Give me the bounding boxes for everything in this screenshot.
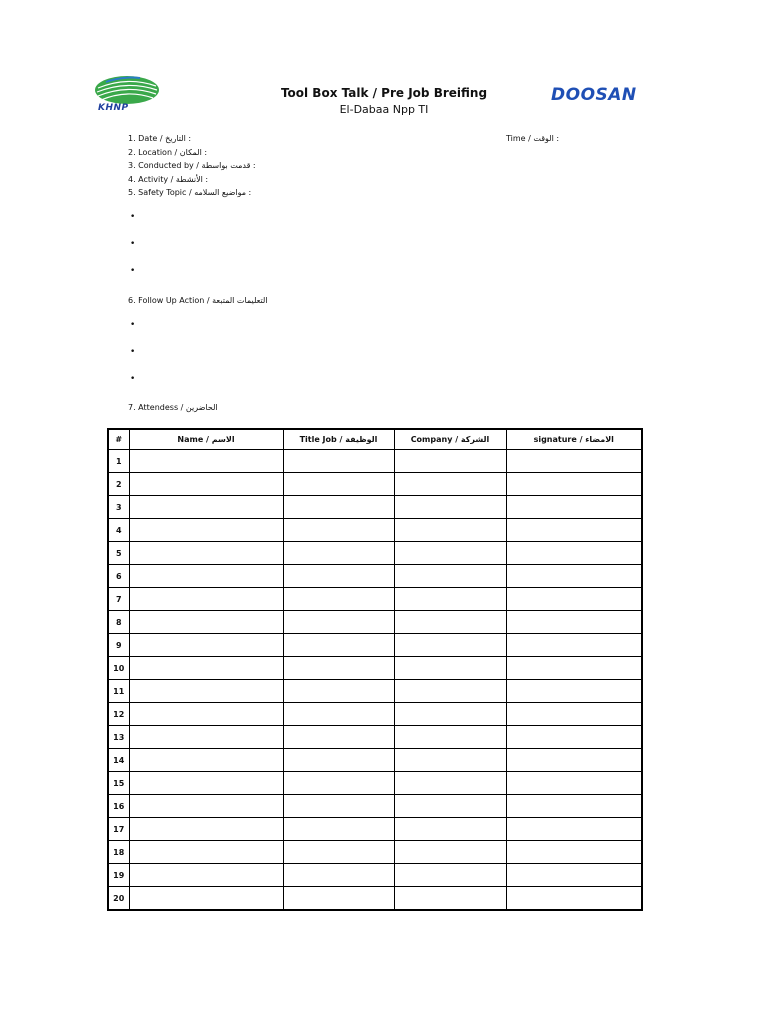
company-cell[interactable]	[394, 611, 506, 634]
title-job-cell[interactable]	[283, 611, 394, 634]
row-number: 12	[108, 703, 129, 726]
table-row	[108, 703, 642, 726]
row-number: 16	[108, 795, 129, 818]
header-company: Company / الشركة	[394, 429, 506, 450]
title-job-cell[interactable]	[283, 680, 394, 703]
signature-cell[interactable]	[506, 749, 642, 772]
khnp-logo-text: KHNP	[98, 103, 129, 113]
follow-up-bullet-1: •	[130, 320, 136, 330]
name-cell[interactable]	[129, 565, 283, 588]
company-cell[interactable]	[394, 726, 506, 749]
follow-up-field: 6. Follow Up Action / التعليمات المتبعة	[128, 296, 268, 305]
company-cell[interactable]	[394, 450, 506, 473]
title-job-cell[interactable]	[283, 634, 394, 657]
row-number: 7	[108, 588, 129, 611]
title-job-cell[interactable]	[283, 841, 394, 864]
table-row	[108, 864, 642, 887]
table-header-row	[108, 429, 642, 450]
attendees-field: 7. Attendess / الحاضرين	[128, 403, 218, 412]
title-job-cell[interactable]	[283, 887, 394, 911]
title-job-cell[interactable]	[283, 772, 394, 795]
company-cell[interactable]	[394, 864, 506, 887]
company-cell[interactable]	[394, 473, 506, 496]
date-field: 1. Date / التاريخ :	[128, 134, 192, 143]
document-title: Tool Box Talk / Pre Job Breifing	[280, 86, 488, 100]
company-cell[interactable]	[394, 634, 506, 657]
title-job-cell[interactable]	[283, 519, 394, 542]
name-cell[interactable]	[129, 542, 283, 565]
table-row	[108, 450, 642, 473]
name-cell[interactable]	[129, 818, 283, 841]
signature-cell[interactable]	[506, 450, 642, 473]
row-number: 20	[108, 887, 129, 911]
name-cell[interactable]	[129, 450, 283, 473]
table-row	[108, 634, 642, 657]
row-number: 9	[108, 634, 129, 657]
signature-cell[interactable]	[506, 818, 642, 841]
row-number: 2	[108, 473, 129, 496]
title-job-cell[interactable]	[283, 703, 394, 726]
row-number: 1	[108, 450, 129, 473]
row-number: 19	[108, 864, 129, 887]
row-number: 15	[108, 772, 129, 795]
table-row	[108, 841, 642, 864]
company-cell[interactable]	[394, 496, 506, 519]
company-cell[interactable]	[394, 542, 506, 565]
name-cell[interactable]	[129, 519, 283, 542]
row-number: 4	[108, 519, 129, 542]
row-number: 8	[108, 611, 129, 634]
title-job-cell[interactable]	[283, 795, 394, 818]
name-cell[interactable]	[129, 841, 283, 864]
conducted-by-field: 3. Conducted by / قدمت بواسطة :	[128, 161, 256, 170]
name-cell[interactable]	[129, 634, 283, 657]
table-row	[108, 887, 642, 911]
table-row	[108, 795, 642, 818]
signature-cell[interactable]	[506, 864, 642, 887]
header-signature: signature / الامضاء	[506, 429, 642, 450]
title-job-cell[interactable]	[283, 864, 394, 887]
row-number: 5	[108, 542, 129, 565]
signature-cell[interactable]	[506, 611, 642, 634]
signature-cell[interactable]	[506, 841, 642, 864]
signature-cell[interactable]	[506, 772, 642, 795]
row-number: 11	[108, 680, 129, 703]
signature-cell[interactable]	[506, 519, 642, 542]
table-row	[108, 726, 642, 749]
name-cell[interactable]	[129, 749, 283, 772]
title-job-cell[interactable]	[283, 588, 394, 611]
table-row	[108, 519, 642, 542]
name-cell[interactable]	[129, 887, 283, 911]
row-number: 17	[108, 818, 129, 841]
title-job-cell[interactable]	[283, 496, 394, 519]
title-job-cell[interactable]	[283, 473, 394, 496]
company-cell[interactable]	[394, 703, 506, 726]
table-row	[108, 588, 642, 611]
company-cell[interactable]	[394, 772, 506, 795]
company-cell[interactable]	[394, 795, 506, 818]
title-job-cell[interactable]	[283, 657, 394, 680]
company-cell[interactable]	[394, 818, 506, 841]
attendees-table	[107, 428, 643, 911]
header-number: #	[108, 429, 129, 450]
signature-cell[interactable]	[506, 565, 642, 588]
title-job-cell[interactable]	[283, 726, 394, 749]
company-cell[interactable]	[394, 565, 506, 588]
table-row	[108, 680, 642, 703]
name-cell[interactable]	[129, 496, 283, 519]
safety-bullet-3: •	[130, 266, 136, 276]
name-cell[interactable]	[129, 680, 283, 703]
signature-cell[interactable]	[506, 795, 642, 818]
table-row	[108, 749, 642, 772]
table-row	[108, 542, 642, 565]
name-cell[interactable]	[129, 864, 283, 887]
location-field: 2. Location / المكان :	[128, 148, 208, 157]
document-subtitle: El-Dabaa Npp TI	[339, 103, 429, 116]
header-name: Name / الاسم	[129, 429, 283, 450]
company-cell[interactable]	[394, 841, 506, 864]
title-job-cell[interactable]	[283, 818, 394, 841]
signature-cell[interactable]	[506, 680, 642, 703]
table-row	[108, 496, 642, 519]
name-cell[interactable]	[129, 611, 283, 634]
table-row	[108, 611, 642, 634]
signature-cell[interactable]	[506, 634, 642, 657]
signature-cell[interactable]	[506, 703, 642, 726]
row-number: 13	[108, 726, 129, 749]
name-cell[interactable]	[129, 726, 283, 749]
activity-field: 4. Activity / الأنشطة :	[128, 175, 209, 184]
table-row	[108, 565, 642, 588]
table-row	[108, 772, 642, 795]
signature-cell[interactable]	[506, 887, 642, 911]
table-row	[108, 657, 642, 680]
row-number: 18	[108, 841, 129, 864]
name-cell[interactable]	[129, 795, 283, 818]
header-title-job: Title Job / الوظيفة	[283, 429, 394, 450]
company-cell[interactable]	[394, 657, 506, 680]
name-cell[interactable]	[129, 657, 283, 680]
row-number: 14	[108, 749, 129, 772]
safety-bullet-2: •	[130, 239, 136, 249]
row-number: 3	[108, 496, 129, 519]
signature-cell[interactable]	[506, 473, 642, 496]
signature-cell[interactable]	[506, 726, 642, 749]
name-cell[interactable]	[129, 703, 283, 726]
signature-cell[interactable]	[506, 657, 642, 680]
company-cell[interactable]	[394, 588, 506, 611]
table-row	[108, 818, 642, 841]
company-cell[interactable]	[394, 519, 506, 542]
name-cell[interactable]	[129, 473, 283, 496]
doosan-logo: DOOSAN	[551, 85, 637, 105]
title-job-cell[interactable]	[283, 542, 394, 565]
name-cell[interactable]	[129, 772, 283, 795]
time-field: Time / الوقت :	[506, 134, 560, 143]
signature-cell[interactable]	[506, 496, 642, 519]
title-job-cell[interactable]	[283, 450, 394, 473]
follow-up-bullet-3: •	[130, 374, 136, 384]
table-row	[108, 473, 642, 496]
row-number: 6	[108, 565, 129, 588]
safety-topic-field: 5. Safety Topic / مواضيع السلامه :	[128, 188, 252, 197]
signature-cell[interactable]	[506, 542, 642, 565]
signature-cell[interactable]	[506, 588, 642, 611]
title-job-cell[interactable]	[283, 565, 394, 588]
name-cell[interactable]	[129, 588, 283, 611]
company-cell[interactable]	[394, 887, 506, 911]
title-job-cell[interactable]	[283, 749, 394, 772]
follow-up-bullet-2: •	[130, 347, 136, 357]
safety-bullet-1: •	[130, 212, 136, 222]
company-cell[interactable]	[394, 680, 506, 703]
row-number: 10	[108, 657, 129, 680]
company-cell[interactable]	[394, 749, 506, 772]
